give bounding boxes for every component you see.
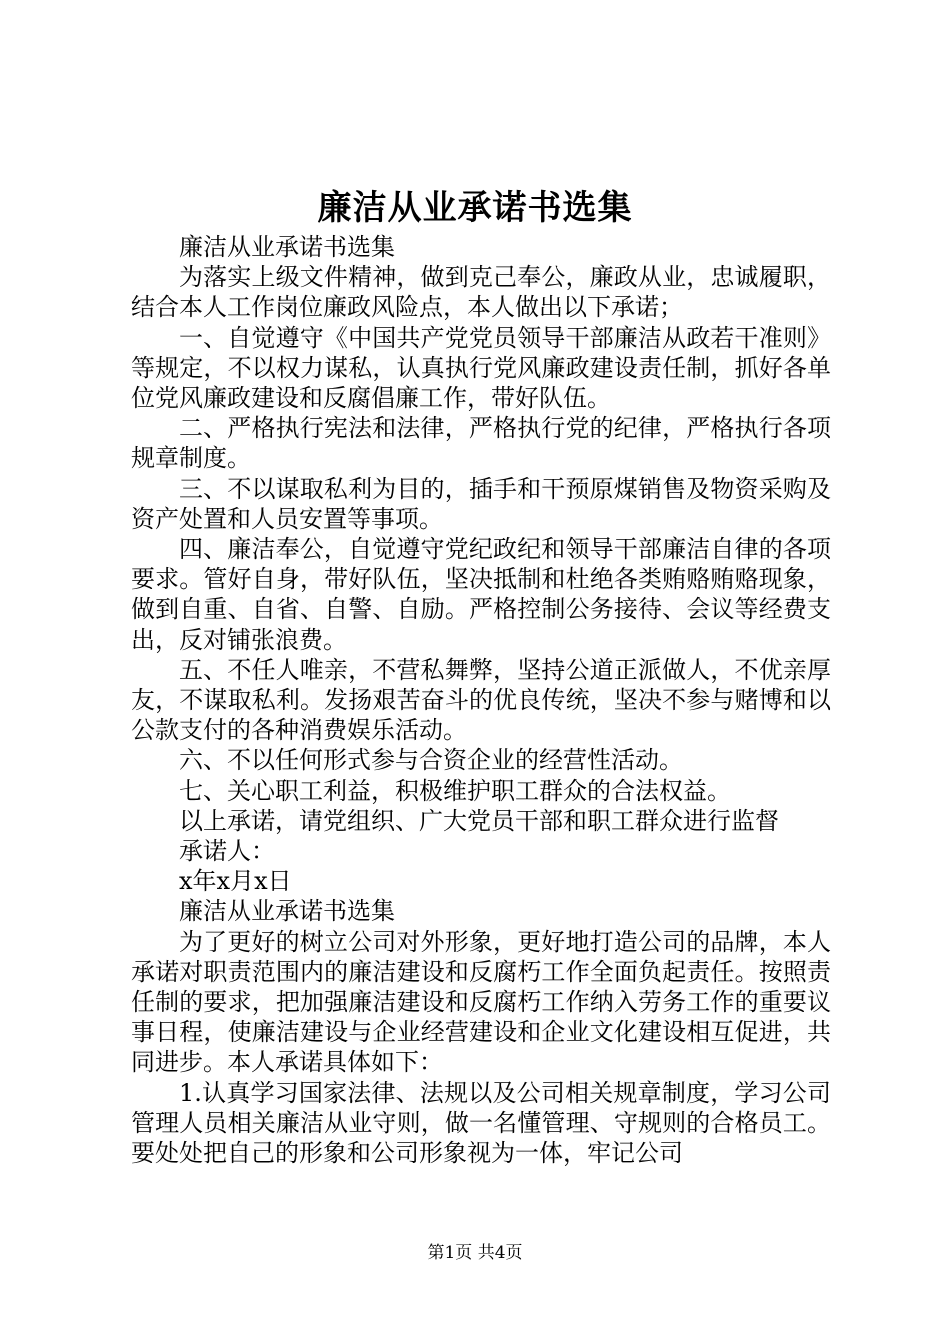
paragraph: 二、严格执行宪法和法律，严格执行党的纪律，严格执行各项规章制度。 bbox=[131, 414, 831, 473]
document-title: 廉洁从业承诺书选集 bbox=[317, 188, 633, 228]
paragraph: 1.认真学习国家法律、法规以及公司相关规章制度，学习公司管理人员相关廉洁从业守则，做一名懂管理、守规则的合格员工。要处处把自己的形象和公司形象视为一体，牢记公司 bbox=[131, 1078, 831, 1168]
paragraph: 为了更好的树立公司对外形象，更好地打造公司的品牌，本人承诺对职责范围内的廉洁建设和反腐朽工作全面负起责任。按照责任制的要求，把加强廉洁建设和反腐朽工作纳入劳务工作的重要议事日程，使廉洁建设与企业经营建设和企业文化建设相互促进，共同进步。本人承诺具体如下： bbox=[131, 927, 831, 1077]
paragraph: 五、不任人唯亲，不营私舞弊，坚持公道正派做人，不优亲厚友，不谋取私利。发扬艰苦奋斗的优良传统，坚决不参与赌博和以公款支付的各种消费娱乐活动。 bbox=[131, 655, 831, 745]
paragraph: 为落实上级文件精神，做到克己奉公，廉政从业，忠诚履职，结合本人工作岗位廉政风险点，本人做出以下承诺； bbox=[131, 263, 831, 322]
paragraph: 七、关心职工利益，积极维护职工群众的合法权益。 bbox=[179, 776, 731, 805]
paragraph: 廉洁从业承诺书选集 bbox=[179, 233, 395, 261]
page-footer: 第1页 共4页 bbox=[427, 1243, 523, 1263]
paragraph: 六、不以任何形式参与合资企业的经营性活动。 bbox=[179, 746, 683, 775]
paragraph: 三、不以谋取私利为目的，插手和干预原煤销售及物资采购及资产处置和人员安置等事项。 bbox=[131, 474, 831, 533]
paragraph: 廉洁从业承诺书选集 bbox=[179, 897, 395, 926]
paragraph: 以上承诺，请党组织、广大党员干部和职工群众进行监督 bbox=[179, 806, 779, 835]
signature-label: 承诺人： bbox=[179, 837, 275, 866]
signature-date: x年x月x日 bbox=[179, 867, 292, 896]
paragraph: 一、自觉遵守《中国共产党党员领导干部廉洁从政若干准则》等规定，不以权力谋私，认真执行党风廉政建设责任制，抓好各单位党风廉政建设和反腐倡廉工作，带好队伍。 bbox=[131, 323, 831, 413]
document-body bbox=[131, 232, 831, 1168]
paragraph: 四、廉洁奉公，自觉遵守党纪政纪和领导干部廉洁自律的各项要求。管好自身，带好队伍，坚决抵制和杜绝各类贿赂贿赂现象，做到自重、自省、自警、自励。严格控制公务接待、会议等经费支出，反对铺张浪费。 bbox=[131, 535, 831, 654]
